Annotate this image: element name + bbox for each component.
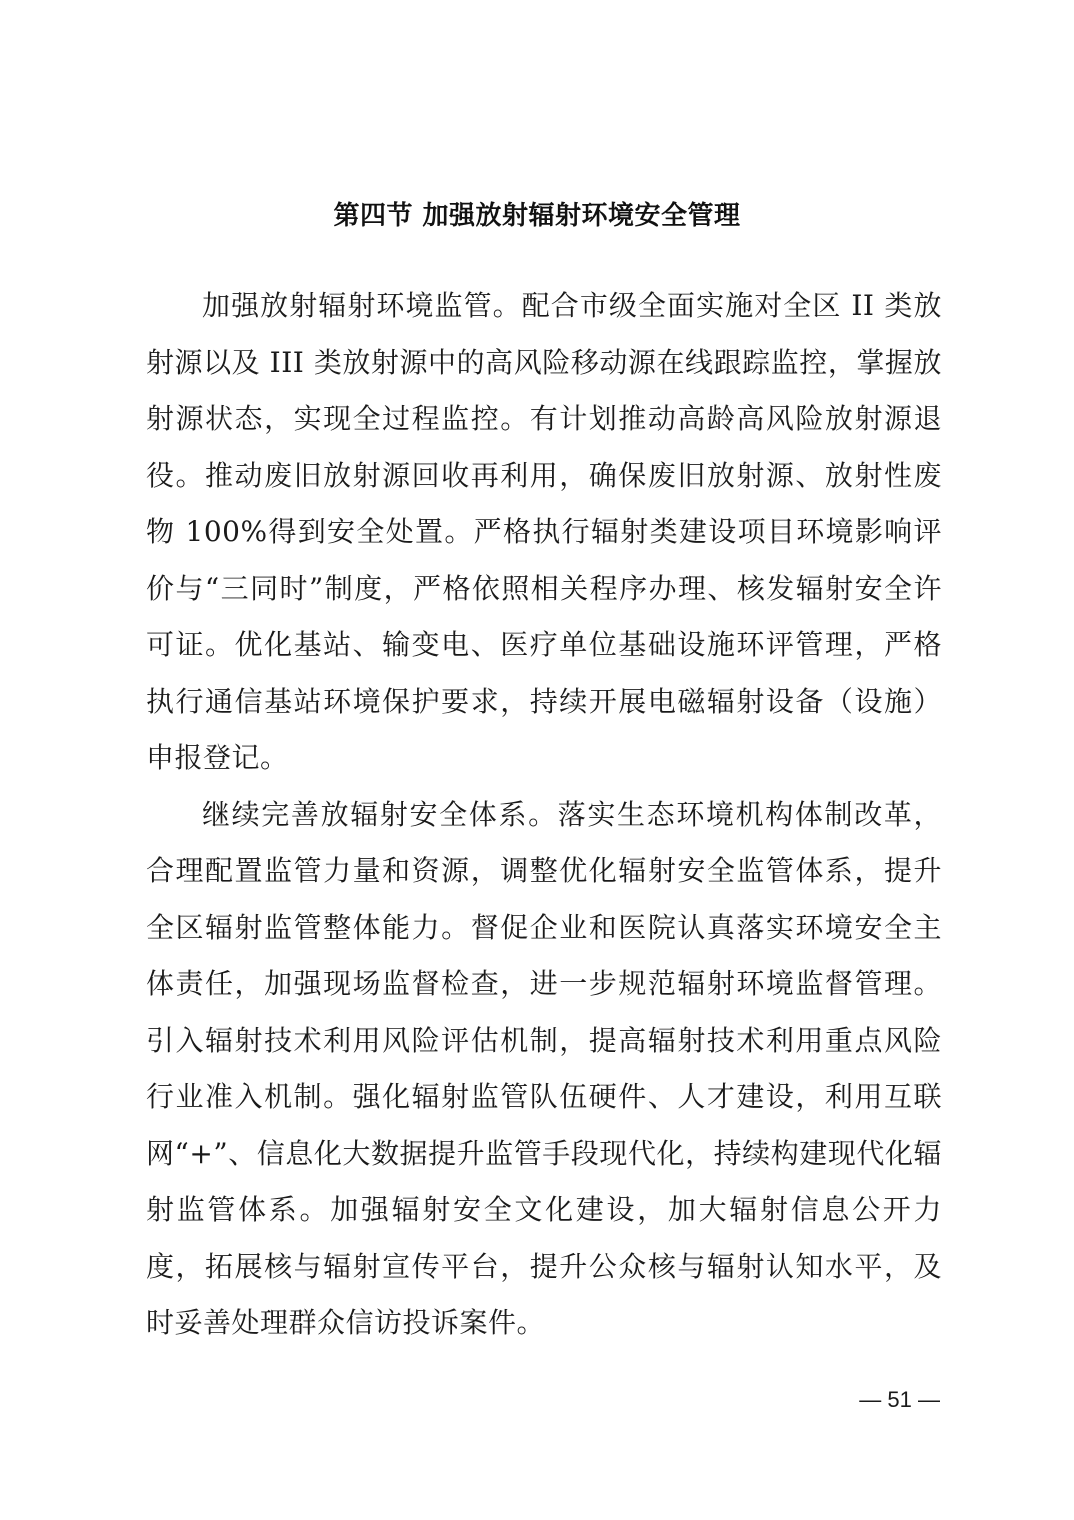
- page-number: — 51 —: [859, 1387, 940, 1412]
- paragraph-radiation-supervision: 加强放射辐射环境监管。配合市级全面实施对全区 II 类放射源以及 III 类放射源中的高风险移动源在线跟踪监控，掌握放射源状态，实现全过程监控。有计划推动高龄高风险放射源退役。推动废旧放射源回收再利用，确保废旧放射源、放射性废物 100%得到安全处置。严格执行辐射类建设项目环境影响评价与“三同时”制度，严格依照相关程序办理、核发辐射安全许可证。优化基站、输变电、医疗单位基础设施环评管理，严格执行通信基站环境保护要求，持续开展电磁辐射设备（设施）申报登记。: [146, 289, 942, 774]
- paragraph-radiation-safety-system: 继续完善放辐射安全体系。落实生态环境机构体制改革，合理配置监管力量和资源，调整优化辐射安全监管体系，提升全区辐射监管整体能力。督促企业和医院认真落实环境安全主体责任，加强现场监督检查，进一步规范辐射环境监督管理。引入辐射技术利用风险评估机制，提高辐射技术利用重点风险行业准入机制。强化辐射监管队伍硬件、人才建设，利用互联网“+”、信息化大数据提升监管手段现代化，持续构建现代化辐射监管体系。加强辐射安全文化建设，加大辐射信息公开力度，拓展核与辐射宣传平台，提升公众核与辐射认知水平，及时妥善处理群众信访投诉案件。: [146, 797, 942, 1339]
- body-text: [146, 278, 942, 1352]
- section-heading: 第四节 加强放射辐射环境安全管理: [333, 201, 741, 231]
